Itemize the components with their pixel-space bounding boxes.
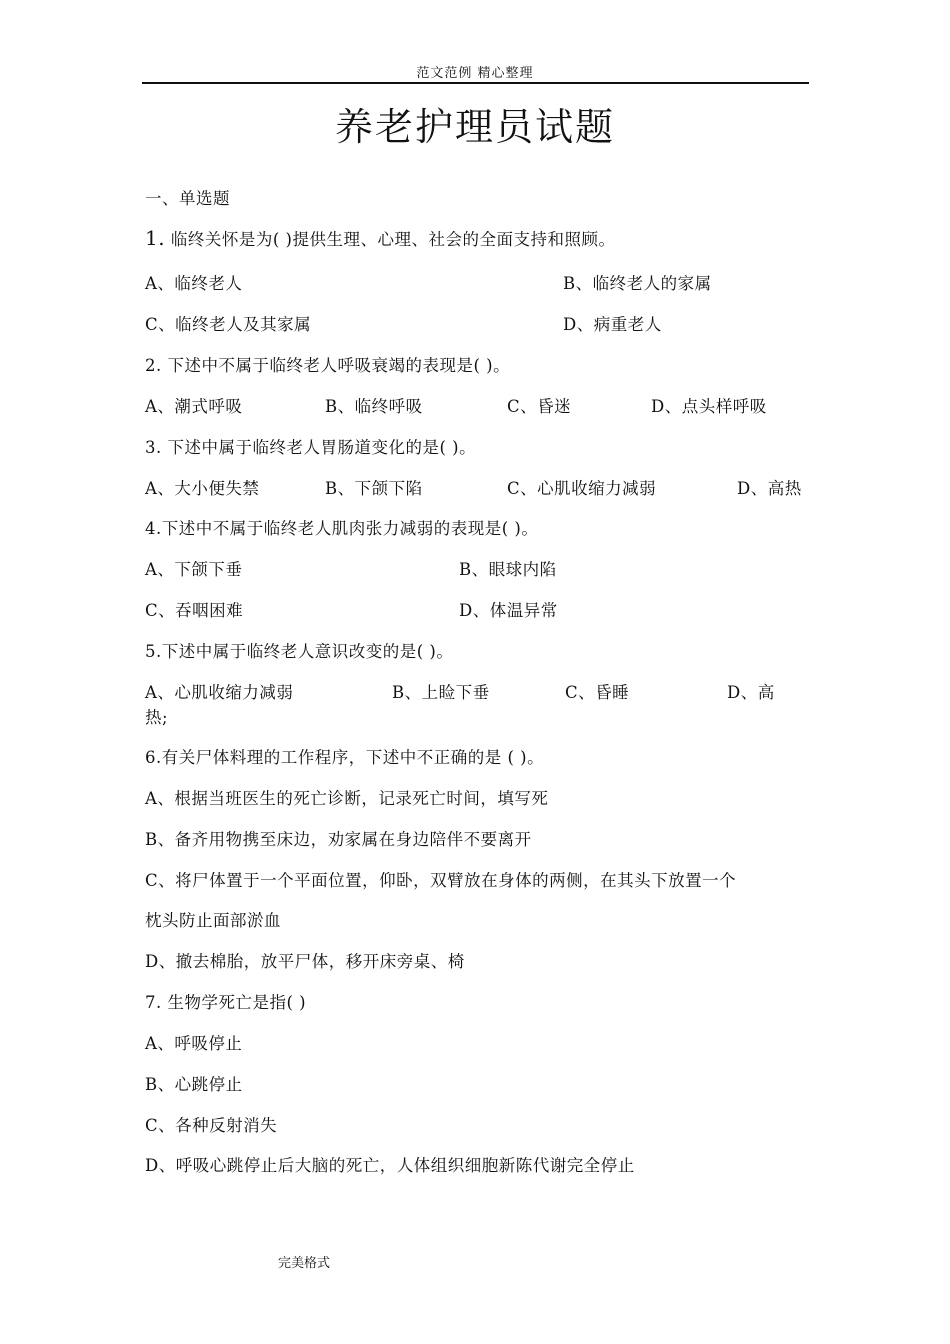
q5-option-d-continued: 热; bbox=[145, 708, 169, 727]
q3-option-d: D、高热 bbox=[737, 479, 802, 498]
q2-option-b: B、临终呼吸 bbox=[325, 397, 423, 416]
q2-option-a: A、潮式呼吸 bbox=[145, 397, 243, 416]
q5-option-d: D、高 bbox=[727, 683, 775, 702]
q2-option-c: C、昏迷 bbox=[507, 397, 572, 416]
q1-option-d: D、病重老人 bbox=[563, 315, 662, 334]
question-1 bbox=[145, 226, 615, 250]
q1-option-c: C、临终老人及其家属 bbox=[145, 315, 312, 334]
question-3: 3. 下述中属于临终老人胃肠道变化的是( )。 bbox=[145, 438, 477, 457]
q5-option-b: B、上睑下垂 bbox=[392, 683, 490, 702]
q7-option-d: D、呼吸心跳停止后大脑的死亡，人体组织细胞新陈代谢完全停止 bbox=[145, 1156, 635, 1175]
q6-option-c-continued: 枕头防止面部淤血 bbox=[145, 911, 281, 930]
q6-option-a: A、根据当班医生的死亡诊断，记录死亡时间，填写死 bbox=[145, 789, 549, 808]
question-6: 6.有关尸体料理的工作程序，下述中不正确的是 ( )。 bbox=[145, 748, 545, 767]
section-heading: 一、单选题 bbox=[145, 189, 230, 208]
question-7: 7. 生物学死亡是指( ) bbox=[145, 993, 307, 1012]
q3-option-b: B、下颌下陷 bbox=[325, 479, 423, 498]
q6-option-c: C、将尸体置于一个平面位置，仰卧，双臂放在身体的两侧，在其头下放置一个 bbox=[145, 871, 737, 890]
q1-option-a: A、临终老人 bbox=[145, 274, 243, 293]
q1-option-b: B、临终老人的家属 bbox=[563, 274, 712, 293]
q6-option-b: B、备齐用物携至床边，劝家属在身边陪伴不要离开 bbox=[145, 830, 532, 849]
q4-option-c: C、吞咽困难 bbox=[145, 601, 244, 620]
q5-option-c: C、昏睡 bbox=[565, 683, 630, 702]
q6-option-d: D、撤去棉胎，放平尸体，移开床旁桌、椅 bbox=[145, 952, 465, 971]
q4-option-a: A、下颌下垂 bbox=[145, 560, 243, 579]
q3-option-c: C、心肌收缩力减弱 bbox=[507, 479, 657, 498]
question-1-text: 临终关怀是为( )提供生理、心理、社会的全面支持和照顾。 bbox=[170, 230, 616, 249]
q7-option-b: B、心跳停止 bbox=[145, 1075, 243, 1094]
page-footer: 完美格式 bbox=[278, 1256, 331, 1271]
q4-option-b: B、眼球内陷 bbox=[459, 560, 557, 579]
question-5: 5.下述中属于临终老人意识改变的是( )。 bbox=[145, 642, 454, 661]
q5-option-a: A、心肌收缩力减弱 bbox=[145, 683, 294, 702]
q3-option-a: A、大小便失禁 bbox=[145, 479, 260, 498]
question-4: 4.下述中不属于临终老人肌肉张力减弱的表现是( )。 bbox=[145, 519, 539, 538]
q7-option-c: C、各种反射消失 bbox=[145, 1116, 278, 1135]
header-rule bbox=[142, 82, 809, 84]
q2-option-d: D、点头样呼吸 bbox=[651, 397, 767, 416]
question-2: 2. 下述中不属于临终老人呼吸衰竭的表现是( )。 bbox=[145, 356, 511, 375]
q4-option-d: D、体温异常 bbox=[459, 601, 558, 620]
document-title: 养老护理员试题 bbox=[334, 105, 615, 149]
page-header: 范文范例 精心整理 bbox=[416, 66, 534, 81]
q7-option-a: A、呼吸停止 bbox=[145, 1034, 243, 1053]
question-1-number: 1. bbox=[145, 226, 166, 250]
